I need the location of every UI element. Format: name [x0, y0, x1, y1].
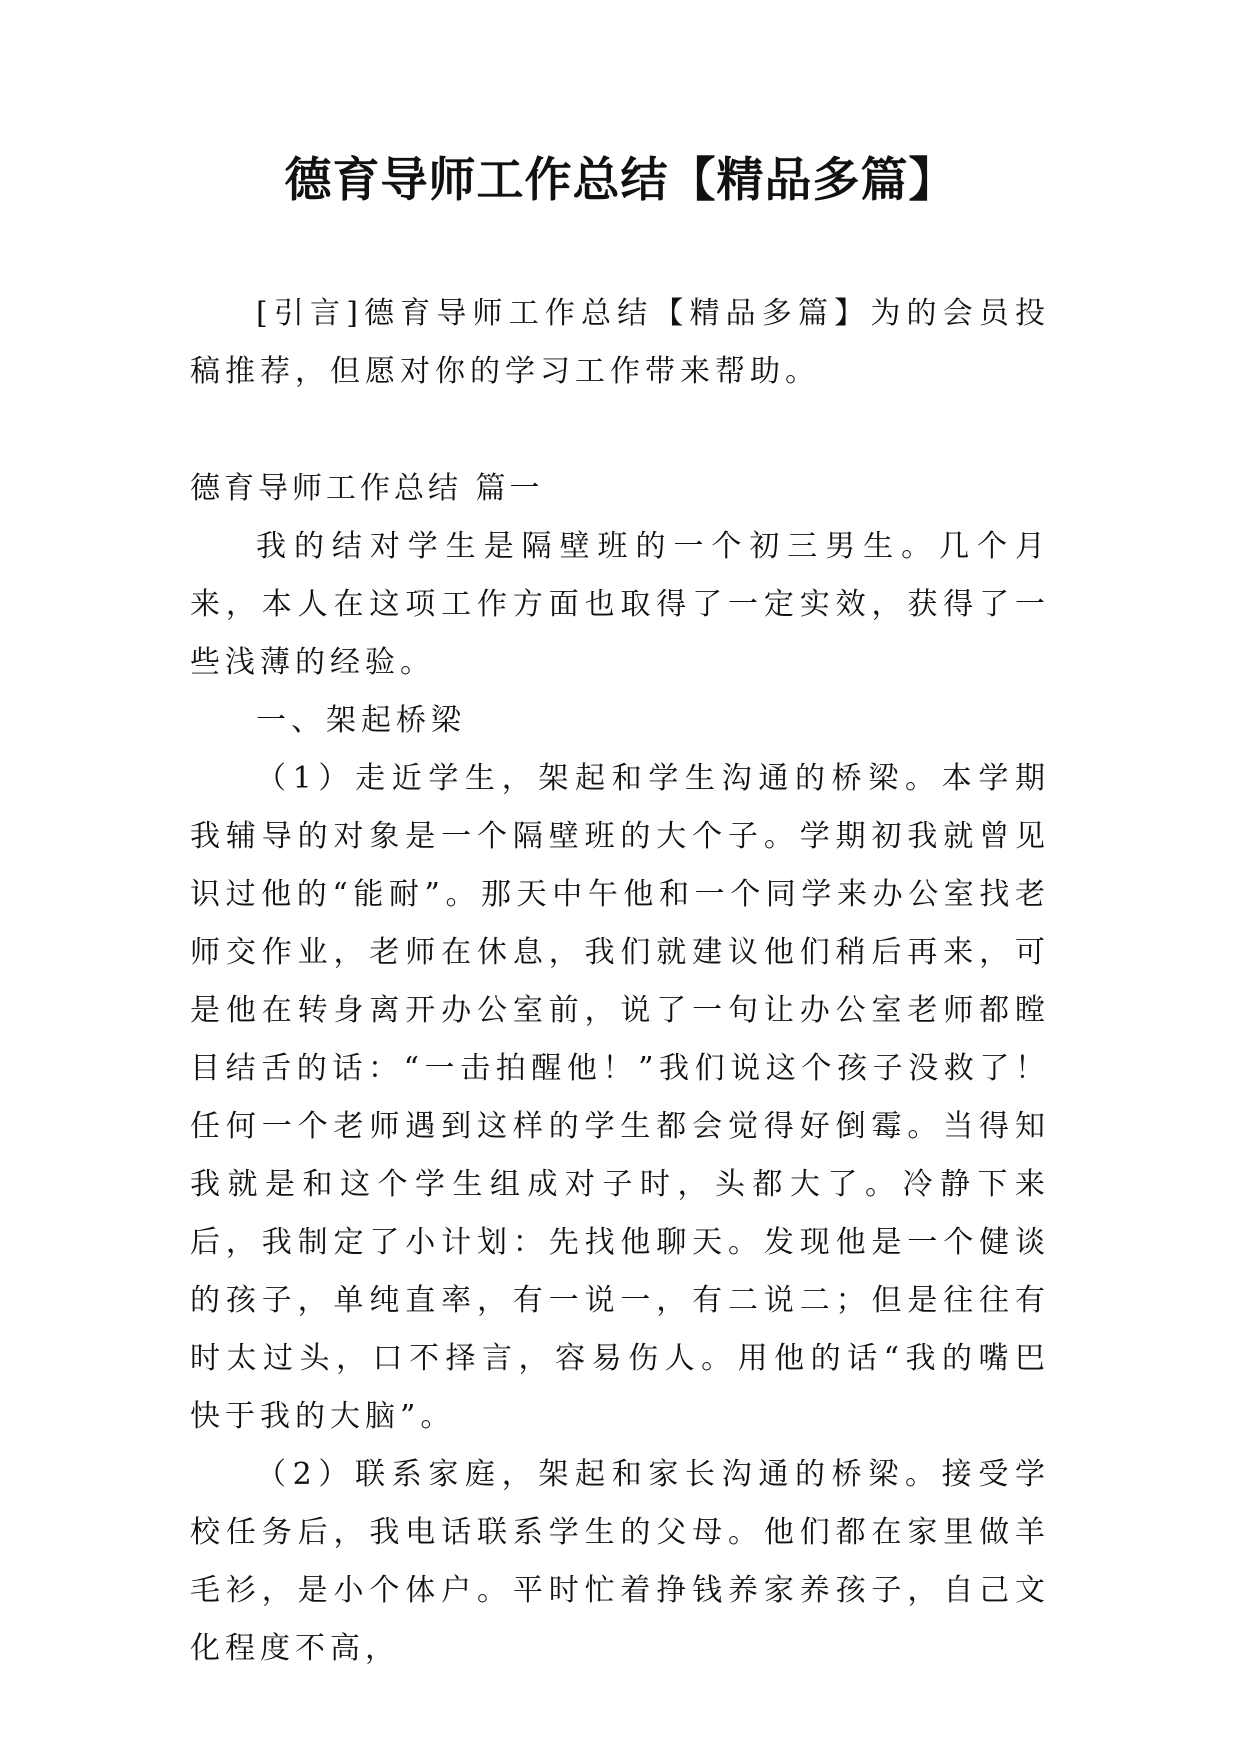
document-title: 德育导师工作总结【精品多篇】 — [284, 153, 957, 208]
section-heading: 德育导师工作总结 篇一 — [190, 471, 544, 506]
intro-paragraph: [引言]德育导师工作总结【精品多篇】为的会员投稿推荐，但愿对你的学习工作带来帮助。 — [190, 296, 1050, 389]
intro-block — [190, 285, 1050, 401]
body-paragraph: 我的结对学生是隔壁班的一个初三男生。几个月来，本人在这项工作方面也取得了一定实效，获得了一些浅薄的经验。 — [190, 529, 1050, 680]
body-paragraph: （1）走近学生，架起和学生沟通的桥梁。本学期我辅导的对象是一个隔壁班的大个子。学期初我就曾见识过他的“能耐”。那天中午他和一个同学来办公室找老师交作业，老师在休息，我们就建议他们稍后再来，可是他在转身离开办公室前，说了一句让办公室老师都瞠目结舌的话：“一击拍醒他！”我们说这个孩子没救了！任何一个老师遇到这样的学生都会觉得好倒霉。当得知我就是和这个学生组成对子时，头都大了。冷静下来后，我制定了小计划：先找他聊天。发现他是一个健谈的孩子，单纯直率，有一说一，有二说二；但是往往有时太过头，口不择言，容易伤人。用他的话“我的嘴巴快于我的大脑”。 — [190, 761, 1050, 1434]
section-block — [190, 460, 1050, 1678]
body-paragraph: （2）联系家庭，架起和家长沟通的桥梁。接受学校任务后，我电话联系学生的父母。他们都在家里做羊毛衫，是小个体户。平时忙着挣钱养家养孩子，自己文化程度不高， — [190, 1457, 1050, 1666]
subheading-paragraph: 一、架起桥梁 — [256, 703, 466, 738]
